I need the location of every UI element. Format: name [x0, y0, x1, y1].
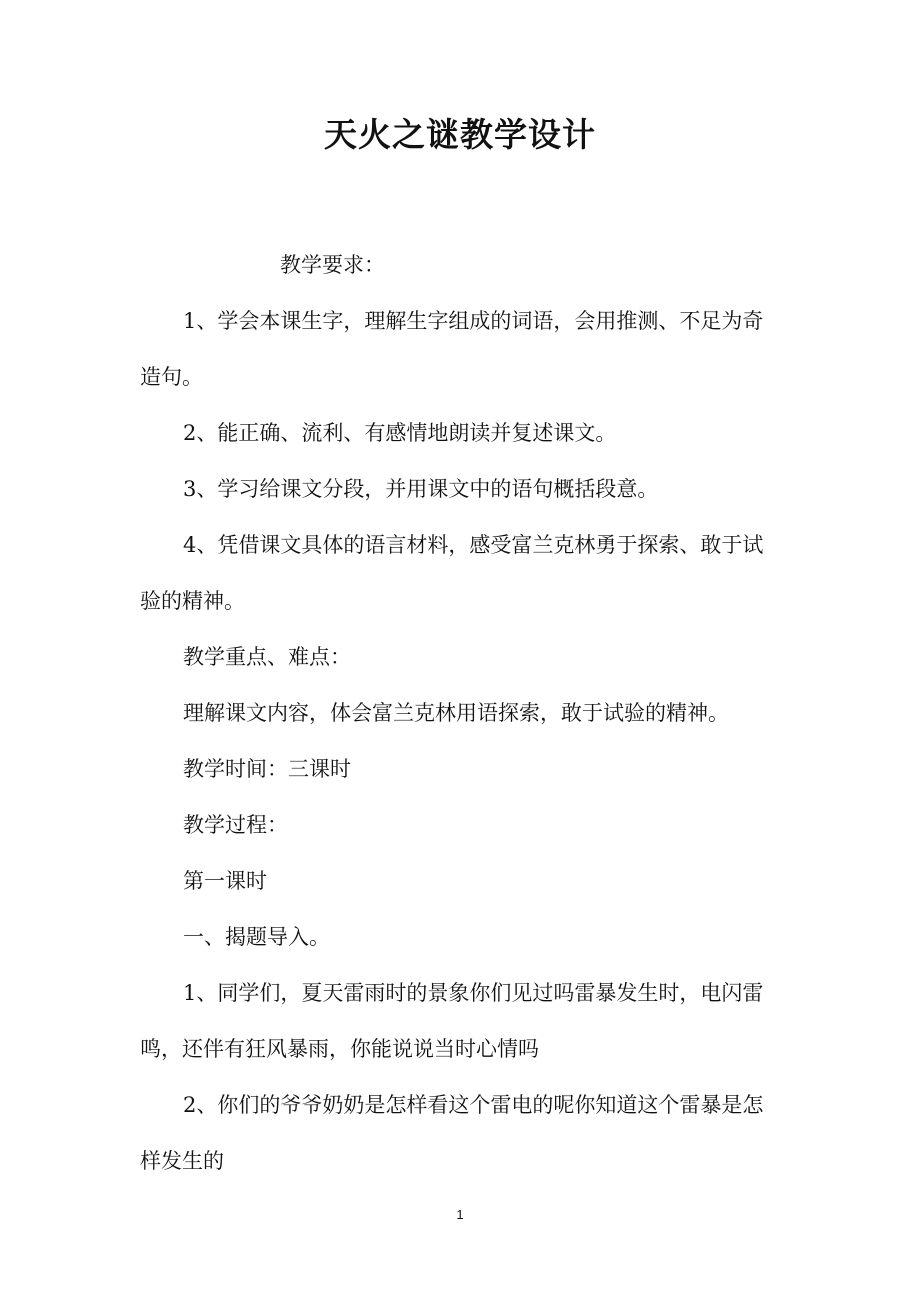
first-lesson-heading: 第一课时 [183, 869, 267, 893]
teaching-time: 教学时间：三课时 [183, 757, 351, 781]
requirement-3: 3、学习给课文分段，并用课文中的语句概括段意。 [183, 477, 659, 501]
requirement-1-line-1: 1、学会本课生字，理解生字组成的词语，会用推测、不足为奇 [183, 309, 764, 333]
item-2-line-2: 样发生的 [140, 1149, 224, 1173]
item-1-line-2: 鸣，还伴有狂风暴雨，你能说说当时心情吗 [140, 1037, 539, 1061]
requirement-4-line-2: 验的精神。 [140, 589, 245, 613]
requirement-2: 2、能正确、流利、有感情地朗读并复述课文。 [183, 421, 617, 445]
heading-teaching-requirements: 教学要求： [280, 253, 385, 277]
document-title: 天火之谜教学设计 [324, 115, 596, 154]
item-2-line-1: 2、你们的爷爷奶奶是怎样看这个雷电的呢你知道这个雷暴是怎 [183, 1093, 764, 1117]
requirement-4-line-1: 4、凭借课文具体的语言材料，感受富兰克林勇于探索、敢于试 [183, 533, 764, 557]
heading-key-points: 教学重点、难点： [183, 645, 351, 669]
key-points-text: 理解课文内容，体会富兰克林用语探索，敢于试验的精神。 [183, 701, 729, 725]
section-1-title: 一、揭题导入。 [183, 925, 330, 949]
heading-teaching-process: 教学过程： [183, 813, 288, 837]
item-1-line-1: 1、同学们，夏天雷雨时的景象你们见过吗雷暴发生时，电闪雷 [183, 981, 764, 1005]
page-number: 1 [456, 1207, 464, 1222]
requirement-1-line-2: 造句。 [140, 365, 203, 389]
